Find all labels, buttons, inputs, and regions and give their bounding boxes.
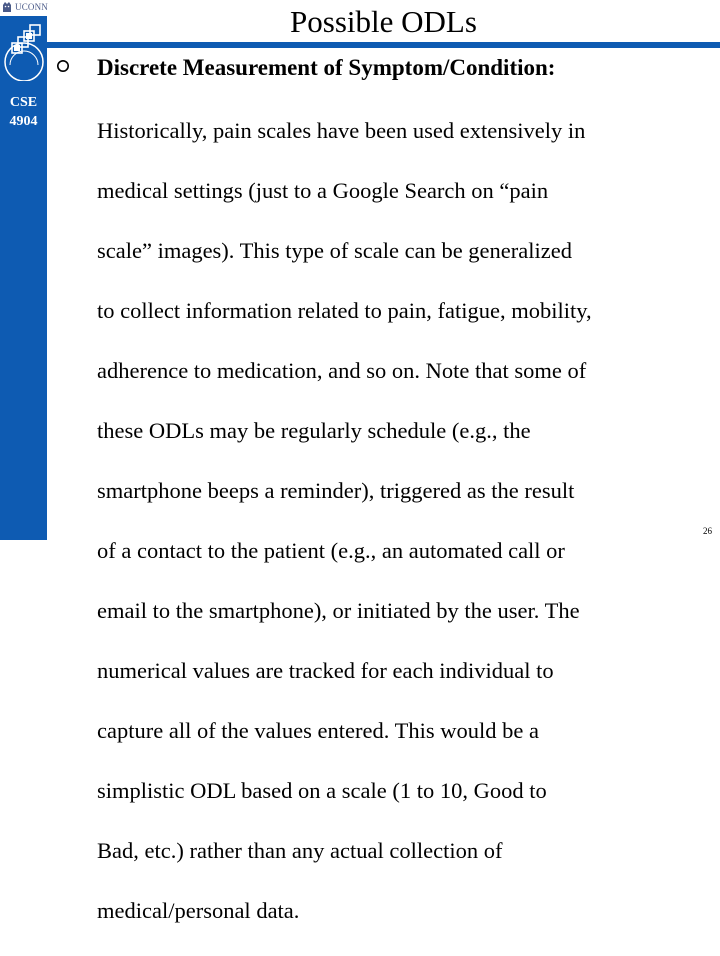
body-line: these ODLs may be regularly schedule (e.g., the: [97, 418, 531, 443]
body-line: medical/personal data.: [97, 898, 300, 923]
body-line: smartphone beeps a reminder), triggered as the result: [97, 478, 575, 503]
bullet-body-text: [97, 86, 717, 956]
body-line: of a contact to the patient (e.g., an automated call or: [97, 538, 565, 563]
body-line: Historically, pain scales have been used extensively in: [97, 118, 586, 143]
body-line: scale” images). This type of scale can be generalized: [97, 238, 572, 263]
uconn-logo-text: UCONN: [15, 2, 49, 12]
body-line: adherence to medication, and so on. Note that some of: [97, 358, 587, 383]
course-subject: CSE: [9, 95, 38, 110]
school-seal-icon: [4, 17, 44, 81]
bullet-circle-icon: [56, 59, 70, 73]
course-code: [0, 93, 47, 131]
body-line: Bad, etc.) rather than any actual collection of: [97, 838, 503, 863]
slide-title: Possible ODLs: [290, 4, 477, 39]
body-line: capture all of the values entered. This would be a: [97, 718, 539, 743]
body-line: numerical values are tracked for each individual to: [97, 658, 554, 683]
body-line: email to the smartphone), or initiated by the user. The: [97, 598, 580, 623]
bullet-heading: Discrete Measurement of Symptom/Condition:: [97, 55, 556, 80]
hollow-circle-bullet-icon: [56, 59, 70, 78]
left-sidebar: [0, 0, 47, 540]
body-line: simplistic ODL based on a scale (1 to 10, Good to: [97, 778, 547, 803]
title-area: [47, 0, 720, 44]
page-number: 26: [703, 526, 712, 536]
title-divider: [47, 42, 720, 48]
body-line: to collect information related to pain, fatigue, mobility,: [97, 298, 592, 323]
body-line: medical settings (just to a Google Search on “pain: [97, 178, 549, 203]
course-number: 4904: [9, 114, 38, 129]
uconn-husky-icon: [2, 1, 12, 13]
